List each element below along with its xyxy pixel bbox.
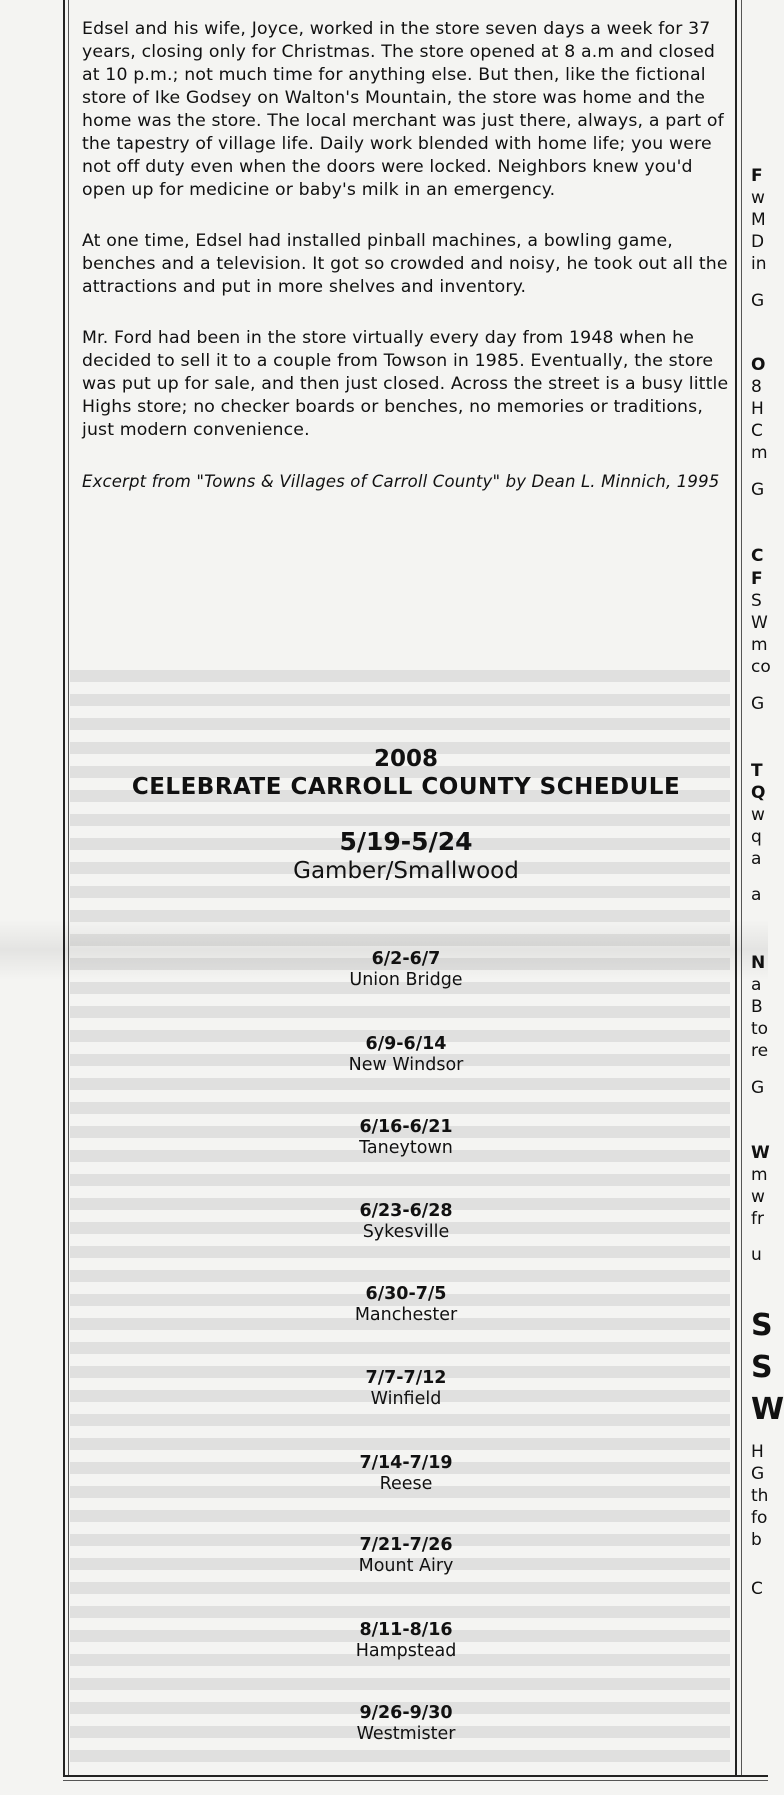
right-column-fragment: F [751,569,763,589]
schedule-entry [82,1201,730,1243]
right-column-fragment: 8 [751,377,762,397]
entry-dates: 6/9-6/14 [365,1034,447,1054]
right-column-fragment: G [751,1078,765,1098]
entry-dates: 9/26-9/30 [359,1703,453,1723]
schedule-year: 2008 [373,746,438,772]
right-column-fragment: W [751,613,768,633]
schedule-entry [82,1368,730,1410]
entry-place: Winfield [370,1389,442,1409]
entry-place: Westmister [356,1724,456,1744]
right-column-fragment: O [751,355,766,375]
entry-place: Reese [379,1474,433,1494]
bottom-rule [63,1775,768,1777]
schedule-entry [82,1117,730,1159]
right-column-heading-fragment: W [751,1392,784,1427]
right-column-fragment: to [751,1019,769,1039]
article-body [82,18,730,521]
entry-dates: 6/30-7/5 [365,1284,447,1304]
right-column-fragment: a [751,885,762,905]
right-column-fragment: q [751,827,762,847]
right-column-fragment: a [751,849,762,869]
right-column-fragment: C [751,1579,763,1599]
right-column-fragment: H [751,399,764,419]
right-column-fragment: G [751,480,765,500]
entry-dates: 7/14-7/19 [359,1453,453,1473]
schedule-section [82,745,730,1744]
article-paragraph: At one time, Edsel had installed pinball machines, a bowling game, benches and a television. It got so crowded and noisy, he took out all the attractions and put in more shelves and inventory. [82,231,728,297]
right-column-rule-inner [741,0,742,1775]
right-column-rule [735,0,737,1775]
right-column-fragment: C [751,421,763,441]
right-column-fragment: fo [751,1508,768,1528]
schedule-entry [82,1535,730,1577]
right-column-fragment: B [751,997,763,1017]
right-column-fragment: w [751,1187,765,1207]
entry-place: Sykesville [362,1222,450,1242]
entry-place: Taneytown [359,1138,453,1158]
right-column-heading-fragment: S [751,1350,773,1385]
schedule-entry [82,949,730,991]
right-column-fragment: re [751,1041,769,1061]
right-column-fragment: C [751,546,764,566]
entry-dates: 6/2-6/7 [371,949,441,969]
right-column-fragment: G [751,694,765,714]
schedule-entry [82,1703,730,1745]
entry-place: Union Bridge [349,970,463,990]
entry-place: Mount Airy [358,1556,454,1576]
right-column-fragment: m [751,635,768,655]
entry-dates: 7/21-7/26 [359,1535,453,1555]
entry-dates: 7/7-7/12 [365,1368,447,1388]
entry-place: New Windsor [348,1055,464,1075]
right-column-fragment: th [751,1486,769,1506]
right-column-heading-fragment: S [751,1308,773,1343]
right-column-fragment: W [751,1143,770,1163]
right-column-fragment: Q [751,783,766,803]
entry-place: Manchester [354,1305,458,1325]
right-column-fragment: b [751,1530,762,1550]
right-column-fragment: S [751,591,762,611]
left-column-rule [63,0,65,1775]
right-column-fragment: T [751,761,763,781]
right-column-fragment: fr [751,1209,764,1229]
entry-dates: 6/23-6/28 [359,1201,453,1221]
right-column-fragment: G [751,291,765,311]
right-column-fragment: w [751,805,765,825]
right-column-fragment: M [751,210,766,230]
schedule-entry [82,1453,730,1495]
right-column-fragment: in [751,254,767,274]
right-column-fragment: F [751,166,763,186]
featured-dates: 5/19-5/24 [339,827,473,856]
entry-dates: 6/16-6/21 [359,1117,453,1137]
schedule-title: CELEBRATE CARROLL COUNTY SCHEDULE [131,774,681,800]
article-paragraph: Mr. Ford had been in the store virtually every day from 1948 when he decided to sell it to a couple from Towson in 1985. Eventually, the store was put up for sale, and then just closed. Across the street is a busy little Highs store; no checker boards or benches, no memories or traditions, just modern convenience. [82,328,729,440]
right-column-fragment: co [751,657,771,677]
schedule-entry [82,1284,730,1326]
right-column-fragment: G [751,1464,765,1484]
right-column-fragment: m [751,443,768,463]
left-column-rule-inner [68,0,69,1775]
schedule-entry [82,1034,730,1076]
right-column-fragment: N [751,953,766,973]
schedule-entry [82,1620,730,1662]
article-source-credit: Excerpt from "Towns & Villages of Carroll County" by Dean L. Minnich, 1995 [82,472,720,491]
right-column-fragment: a [751,975,762,995]
bottom-rule-inner [63,1780,768,1781]
right-column-fragment: m [751,1165,768,1185]
right-column-fragment: w [751,188,765,208]
featured-place: Gamber/Smallwood [293,858,519,884]
entry-place: Hampstead [355,1641,457,1661]
right-column-fragment: H [751,1442,764,1462]
article-paragraph: Edsel and his wife, Joyce, worked in the store seven days a week for 37 years, closing only for Christmas. The store opened at 8 a.m and closed at 10 p.m.; not much time for anything else. But then, like the fictional store of Ike Godsey on Walton's Mountain, the store was home and the home was the store. The local merchant was just there, always, a part of the tapestry of village life. Daily work blended with home life; you were not off duty even when the doors were locked. Neighbors knew you'd open up for medicine or baby's milk in an emergency. [82,19,724,200]
entry-dates: 8/11-8/16 [359,1620,453,1640]
right-column-fragment: u [751,1245,762,1265]
right-column-fragment: D [751,232,765,252]
